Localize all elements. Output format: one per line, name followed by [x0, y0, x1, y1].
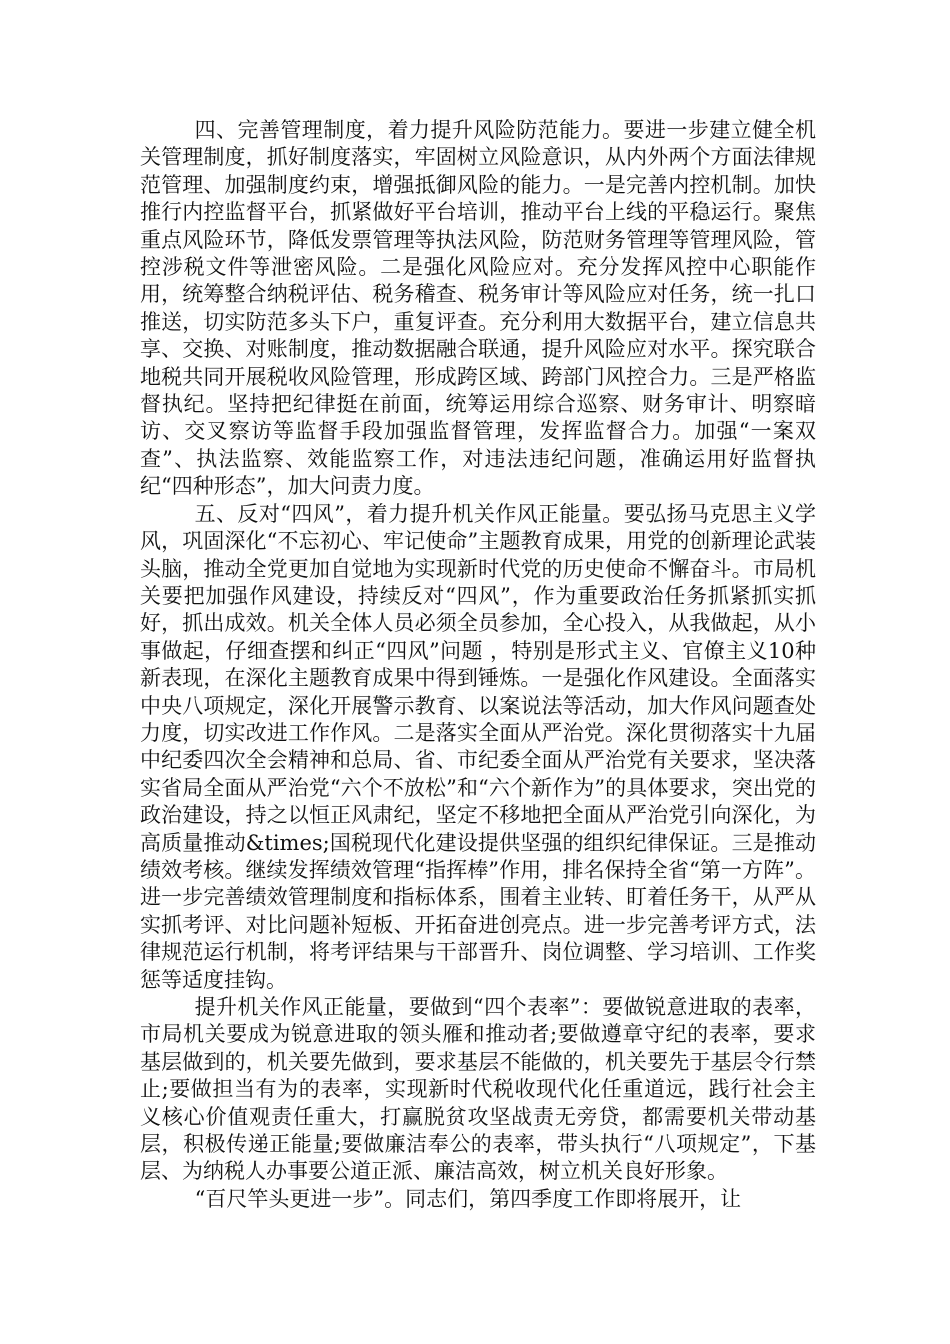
paragraph-four-exemplars: 提升机关作风正能量，要做到“四个表率”：要做锐意进取的表率，市局机关要成为锐意进取的领头雁和推动者;要做遵章守纪的表率，要求基层做到的，机关要先做到，要求基层不能做的，机关要先于基层令行禁止;要做担当有为的表率，实现新时代税收现代化任重道远，践行社会主义核心价值观责任重大，打赢脱贫攻坚战责无旁贷，都需要机关带动基层，积极传递正能量;要做廉洁奉公的表率，带头执行“八项规定”，下基层、为纳税人办事要公道正派、廉洁高效，树立机关良好形象。 — [140, 995, 816, 1184]
paragraph-risk-prevention: 四、完善管理制度，着力提升风险防范能力。要进一步建立健全机关管理制度，抓好制度落实，牢固树立风险意识，从内外两个方面法律规范管理、加强制度约束，增强抵御风险的能力。一是完善内控机制。加快推行内控监督平台，抓紧做好平台培训，推动平台上线的平稳运行。聚焦重点风险环节，降低发票管理等执法风险，防范财务管理等管理风险，管控涉税文件等泄密风险。二是强化风险应对。充分发挥风控中心职能作用，统筹整合纳税评估、税务稽查、税务审计等风险应对任务，统一扎口推送，切实防范多头下户，重复评查。充分利用大数据平台，建立信息共享、交换、对账制度，推动数据融合联通，提升风险应对水平。探究联合地税共同开展税收风险管理，形成跨区域、跨部门风控合力。三是严格监督执纪。坚持把纪律挺在前面，统筹运用综合巡察、财务审计、明察暗访、交叉察访等监督手段加强监督管理，发挥监督合力。加强“一案双查”、执法监察、效能监察工作，对违法违纪问题，准确运用好监督执纪“四种形态”，加大问责力度。 — [140, 118, 816, 499]
paragraph-closing: “百尺竿头更进一步”。同志们，第四季度工作即将展开，让 — [194, 1186, 742, 1211]
document-body — [140, 117, 816, 1213]
paragraph-oppose-four-styles: 五、反对“四风”，着力提升机关作风正能量。要弘扬马克思主义学风，巩固深化“不忘初心、牢记使命”主题教育成果，用党的创新理论武装头脑，推动全党更加自觉地为实现新时代党的历史使命不懈奋斗。市局机关要把加强作风建设，持续反对“四风”，作为重要政治任务抓紧抓实抓好，抓出成效。机关全体人员必须全员参加，全心投入，从我做起，从小事做起，仔细查摆和纠正“四风”问题 ，特别是形式主义、官僚主义10种新表现，在深化主题教育成果中得到锤炼。一是强化作风建设。全面落实中央八项规定，深化开展警示教育、以案说法等活动，加大作风问题查处力度，切实改进工作作风。二是落实全面从严治党。深化贯彻落实十九届中纪委四次全会精神和总局、省、市纪委全面从严治党有关要求，坚决落实省局全面从严治党“六个不放松”和“六个新作为”的具体要求，突出党的政治建设，持之以恒正风肃纪，坚定不移地把全面从严治党引向深化，为高质量推动&times;国税现代化建设提供坚强的组织纪律保证。三是推动绩效考核。继续发挥绩效管理“指挥棒”作用，排名保持全省“第一方阵”。进一步完善绩效管理制度和指标体系，围着主业转、盯着任务干，从严从实抓考评、对比问题补短板、开拓奋进创亮点。进一步完善考评方式，法律规范运行机制，将考评结果与干部晋升、岗位调整、学习培训、工作奖惩等适度挂钩。 — [140, 501, 816, 992]
